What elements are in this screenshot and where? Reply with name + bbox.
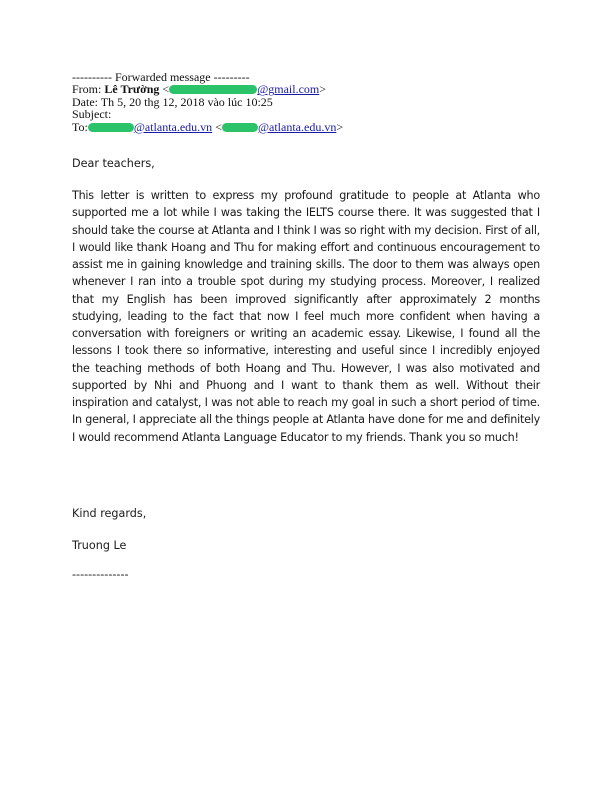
- to-bracket-open: <: [215, 119, 222, 134]
- subject-label: Subject:: [72, 107, 112, 122]
- redaction-mark: [88, 123, 134, 132]
- closing: Kind regards,: [72, 507, 147, 520]
- to-email2-suffix: @atlanta.edu.vn: [257, 119, 337, 134]
- letter-body: This letter is written to express my profound gratitude to people at Atlanta who supported me a lot while I was taking the IELTS course there. It was suggested that I should take the course at Atlanta and I think I was so right with my decision. First of all, I would like thank Hoang and Thu for making effort and continuous encouragement to assist me in gaining knowledge and training skills. The door to them was always open whenever I ran into a trouble spot during my studying process. Moreover, I realized that my English has been improved significantly after approximately 2 months studying, leading to the fact that now I feel much more confident when having a conversation with foreigners or writing an academic essay. Likewise, I found all the lessons I took there so informative, interesting and useful since I incredibly enjoyed the teaching methods of both Hoang and Thu. However, I was also motivated and supported by Nhi and Phuong and I want to thank them as well. Without their inspiration and catalyst, I was not able to reach my goal in such a short period of time. In general, I appreciate all the things people at Atlanta have done for me and definitely I would recommend Atlanta Language Educator to my friends. Thank you so much!: [72, 189, 540, 444]
- to-email-link-1[interactable]: [88, 120, 212, 134]
- forwarded-line: ---------- Forwarded message ---------: [72, 70, 250, 84]
- from-bracket-open: <: [162, 82, 170, 97]
- from-label: From:: [72, 82, 102, 97]
- to-line: [72, 121, 492, 133]
- date-value: Th 5, 20 thg 12, 2018 vào lúc 10:25: [100, 94, 273, 109]
- to-bracket-close: >: [336, 119, 344, 134]
- greeting: Dear teachers,: [72, 157, 155, 170]
- separator: --------------: [72, 568, 129, 581]
- from-bracket-close: >: [319, 82, 327, 97]
- to-email-link-2[interactable]: [222, 120, 336, 134]
- redaction-mark: [222, 123, 258, 132]
- email-header: [72, 71, 492, 133]
- from-email-suffix: @gmail.com: [257, 82, 320, 97]
- from-name: Lê Trường: [104, 82, 160, 97]
- date-label: Date:: [72, 94, 98, 109]
- signature: Truong Le: [72, 539, 127, 552]
- date-line: [72, 96, 492, 108]
- to-email1-suffix: @atlanta.edu.vn: [133, 119, 213, 134]
- redaction-mark: [169, 85, 257, 94]
- to-label: To:: [72, 119, 88, 134]
